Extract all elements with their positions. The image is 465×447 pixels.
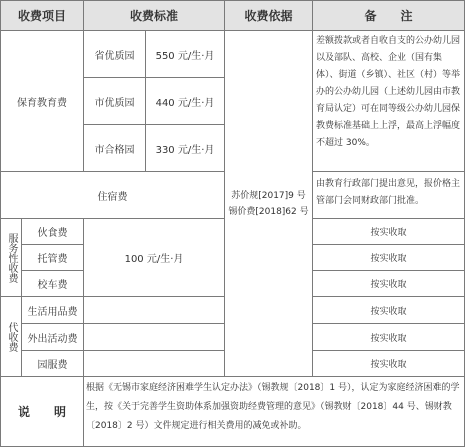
uniform-label: 园服费: [37, 360, 68, 371]
bus-label: 校车费: [37, 280, 68, 291]
basis-line-1: 苏价规[2017]9 号: [231, 190, 306, 201]
price-city-qualified: 330 元/生·月: [155, 144, 215, 156]
meals-note: 按实收取: [370, 228, 407, 238]
childcare-label: 托管费: [37, 254, 68, 265]
header-note: 备 注: [364, 9, 413, 23]
supplies-label: 生活用品费: [27, 306, 78, 318]
bus-note: 按实收取: [370, 280, 407, 290]
footer-label: 说 明: [17, 405, 66, 419]
care-fee-label: 保育教育费: [17, 97, 67, 109]
supplies-note: 按实收取: [370, 306, 407, 317]
footer-text: 根据《无锡市家庭经济困难学生认定办法》（锡教规〔2018〕1 号），认定为家庭经济困难的学生，按《关于完善学生资助体系加强资助经费管理的意见》（锡教财〔2018〕44 号、锡财教〔2018〕2 号）文件规定进行相关费用的减免或补助。: [86, 383, 460, 431]
outings-note: 按实收取: [370, 333, 407, 344]
basis-documents: [225, 31, 312, 376]
outings-label: 外出活动费: [27, 333, 78, 345]
price-provincial-quality: 550 元/生·月: [155, 50, 215, 62]
care-fee-note: 差额拨款或者自收自支的公办幼儿园以及部队、高校、企业（国有集体）、街道（乡镇）、社区（村）等举办的公办幼儿园（上述幼儿园由市教育局认定）可在同等级公办幼儿园保教费标准基础上上浮，最高上浮幅度不超过 30%。: [316, 36, 461, 148]
footer-column-divider: [83, 376, 84, 447]
lodging-label: 住宿费: [97, 191, 128, 203]
childcare-price: 100 元/生·月: [124, 254, 184, 265]
header-standard: 收费标准: [129, 9, 178, 23]
uniform-note: 按实收取: [370, 360, 407, 370]
column-divider: [83, 218, 84, 376]
lodging-note: 由教育行政部门提出意见，报价格主管部门会同财政部门批准。: [316, 179, 461, 206]
header-item: 收费项目: [17, 9, 66, 23]
agency-fee-group-label: 代收费: [6, 321, 17, 352]
tier-city-quality: 市优质园: [94, 97, 135, 109]
service-fee-group-label: 服务性收费: [6, 232, 17, 283]
meals-label: 伙食费: [37, 228, 68, 239]
tier-city-qualified: 市合格园: [94, 144, 135, 156]
price-city-quality: 440 元/生·月: [155, 97, 215, 109]
tier-provincial-quality: 省优质园: [94, 50, 135, 62]
basis-line-2: 锡价费[2018]62 号: [228, 206, 309, 217]
childcare-note: 按实收取: [370, 254, 407, 264]
header-basis: 收费依据: [244, 9, 293, 23]
